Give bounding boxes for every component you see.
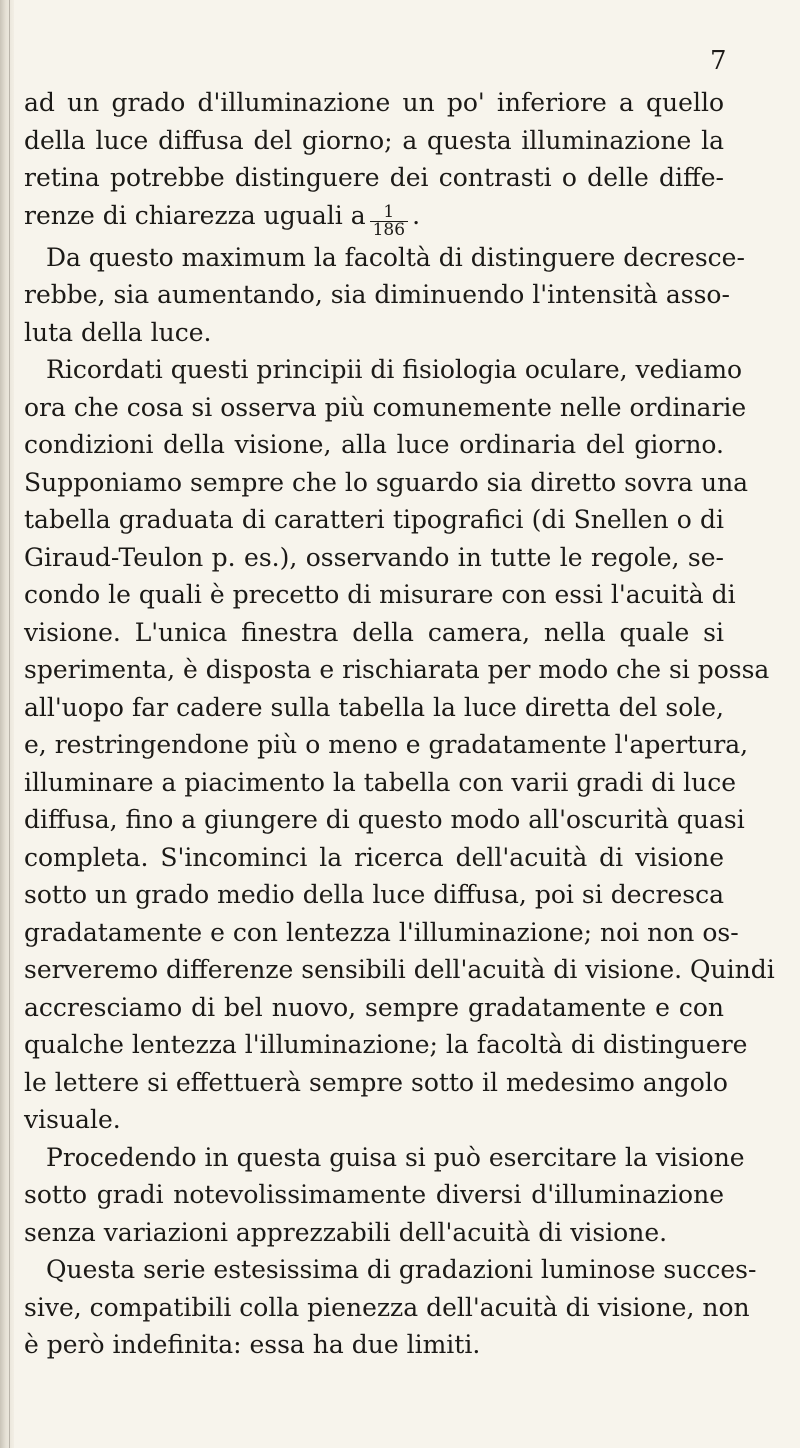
text-line: completa. S'incominci la ricerca dell'acuità di visione <box>24 842 724 872</box>
fraction <box>370 201 408 240</box>
text-line: visione. L'unica finestra della camera, nella quale si <box>24 617 724 647</box>
text-line: diffusa, fino a giungere di questo modo all'oscurità quasi <box>24 805 745 834</box>
page-number: 7 <box>710 46 727 76</box>
text-line: Questa serie estesissima di gradazioni luminose succes- <box>46 1255 757 1284</box>
body-text <box>24 84 775 1364</box>
text-line: Giraud-Teulon p. es.), osservando in tutte le regole, se- <box>24 542 724 572</box>
text-line: accresciamo di bel nuovo, sempre gradatamente e con <box>24 992 724 1022</box>
text-line: è però indefinita: essa ha due limiti. <box>24 1330 481 1359</box>
text-line: condo le quali è precetto di misurare con essi l'acuità di <box>24 580 736 609</box>
text-line: sperimenta, è disposta e rischiarata per modo che si possa <box>24 655 770 684</box>
text-line: sive, compatibili colla pienezza dell'acuità di visione, non <box>24 1292 750 1322</box>
fraction-numerator: 1 <box>370 204 408 222</box>
text-line: illuminare a piacimento la tabella con varii gradi di luce <box>24 767 736 797</box>
fraction-period: . <box>412 200 421 230</box>
text-line: sotto gradi notevolissimamente diversi d'illuminazione <box>24 1180 724 1209</box>
text-line: Supponiamo sempre che lo sguardo sia diretto sovra una <box>24 467 749 497</box>
text-line: gradatamente e con lentezza l'illuminazione; noi non os- <box>24 917 739 947</box>
text-line: retina potrebbe distinguere dei contrasti o delle diffe- <box>24 163 724 192</box>
text-fragment: renze di chiarezza uguali a <box>24 200 366 230</box>
text-line-with-fraction <box>24 197 724 239</box>
text-line: all'uopo far cadere sulla tabella la luce diretta del sole, <box>24 692 724 722</box>
text-line: ad un grado d'illuminazione un po' inferiore a quello <box>24 88 724 117</box>
text-line: serveremo differenze sensibili dell'acuità di visione. Quindi <box>24 955 775 984</box>
text-line: visuale. <box>24 1105 121 1134</box>
text-line: senza variazioni apprezzabili dell'acuità di visione. <box>24 1217 668 1247</box>
text-line: condizioni della visione, alla luce ordinaria del giorno. <box>24 430 724 459</box>
text-line: qualche lentezza l'illuminazione; la facoltà di distinguere <box>24 1030 748 1059</box>
fraction-denominator: 186 <box>372 219 406 240</box>
text-line: Procedendo in questa guisa si può esercitare la visione <box>46 1142 745 1172</box>
text-line: Da questo maximum la facoltà di distinguere decresce- <box>46 242 745 272</box>
text-line: rebbe, sia aumentando, sia diminuendo l'intensità asso- <box>24 280 730 309</box>
text-line: e, restringendone più o meno e gradatamente l'apertura, <box>24 730 749 759</box>
text-line: della luce diffusa del giorno; a questa illuminazione la <box>24 125 724 155</box>
page-binding-edge <box>9 0 10 1448</box>
text-line: tabella graduata di caratteri tipografici (di Snellen o di <box>24 505 724 534</box>
text-line: ora che cosa si osserva più comunemente nelle ordinarie <box>24 392 747 422</box>
text-line: Ricordati questi principii di fisiologia oculare, vediamo <box>46 355 743 384</box>
page-gutter-shadow <box>0 0 14 1448</box>
text-line: luta della luce. <box>24 317 212 347</box>
text-line: le lettere si effettuerà sempre sotto il medesimo angolo <box>24 1067 728 1097</box>
text-line: sotto un grado medio della luce diffusa, poi si decresca <box>24 880 724 909</box>
